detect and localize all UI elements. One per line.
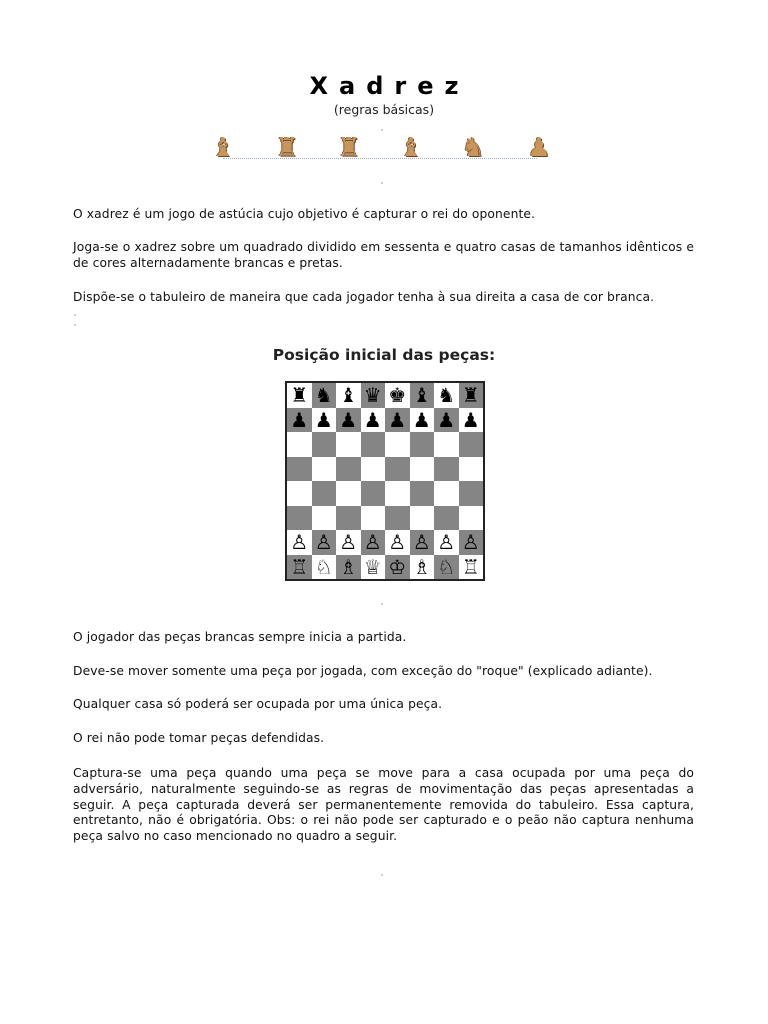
board-square [459, 432, 484, 457]
rule-paragraph-2: Deve-se mover somente uma peça por jogada, com exceção do "roque" (explicado adiante). [73, 664, 653, 678]
intro-paragraph-3: Dispõe-se o tabuleiro de maneira que cada jogador tenha à sua direita a casa de cor branca. [73, 290, 655, 304]
intro-paragraph-1: O xadrez é um jogo de astúcia cujo objetivo é capturar o rei do oponente. [73, 207, 536, 221]
spacer-dot [381, 182, 383, 184]
board-square [410, 457, 435, 482]
board-square [385, 481, 410, 506]
board-square: ♚ [385, 383, 410, 408]
board-square: ♔ [385, 555, 410, 580]
spacer-dot [381, 603, 383, 605]
board-square [459, 481, 484, 506]
board-square: ♟ [434, 408, 459, 433]
header-pieces-strip [205, 132, 555, 166]
board-square [385, 506, 410, 531]
board-square: ♛ [361, 383, 386, 408]
section-title: Posição inicial das peças: [272, 346, 496, 364]
spacer-dot [381, 129, 383, 131]
page-subtitle: (regras básicas) [333, 102, 435, 117]
board-square: ♟ [459, 408, 484, 433]
rule-paragraph-5: Captura-se uma peça quando uma peça se move para a casa ocupada por uma peça do adversário, naturalmente seguindo-se as regras de movimentação das peças apresentadas a seguir. A peça capturada deverá ser permanentemente removida do tabuleiro. Essa captura, entretanto, não é obrigatória. Obs: o rei não pode ser capturado e o peão não captura nenhuma peça salvo no caso mencionado no quadro a seguir. [73, 766, 694, 844]
rule-paragraph-4: O rei não pode tomar peças defendidas. [73, 731, 325, 745]
board-square [336, 506, 361, 531]
board-square [410, 481, 435, 506]
board-square: ♗ [336, 555, 361, 580]
board-square [361, 457, 386, 482]
board-square: ♞ [312, 383, 337, 408]
board-square: ♟ [385, 408, 410, 433]
board-square: ♟ [287, 408, 312, 433]
board-square [385, 432, 410, 457]
board-square: ♙ [410, 530, 435, 555]
board-square [336, 432, 361, 457]
board-square [287, 432, 312, 457]
board-square [361, 506, 386, 531]
board-square [361, 432, 386, 457]
board-square: ♗ [410, 555, 435, 580]
board-square [434, 457, 459, 482]
board-square: ♙ [385, 530, 410, 555]
page-title: Xadrez [309, 72, 470, 100]
knight-icon: ♞ [461, 133, 485, 163]
board-square [410, 506, 435, 531]
spacer-dot [74, 314, 76, 316]
board-square [312, 432, 337, 457]
board-square: ♖ [459, 555, 484, 580]
board-square: ♕ [361, 555, 386, 580]
board-square: ♝ [410, 383, 435, 408]
board-square: ♙ [434, 530, 459, 555]
board-square: ♟ [312, 408, 337, 433]
board-square: ♟ [336, 408, 361, 433]
board-square: ♙ [361, 530, 386, 555]
board-square [434, 506, 459, 531]
board-square: ♟ [410, 408, 435, 433]
board-square: ♟ [361, 408, 386, 433]
board-square [312, 457, 337, 482]
bishop-icon: ♝ [399, 133, 423, 163]
board-square: ♘ [312, 555, 337, 580]
spacer-dot [74, 324, 76, 326]
board-square: ♜ [287, 383, 312, 408]
board-square: ♞ [434, 383, 459, 408]
board-square [410, 432, 435, 457]
board-square [385, 457, 410, 482]
board-square [287, 481, 312, 506]
board-square: ♘ [434, 555, 459, 580]
board-square: ♜ [459, 383, 484, 408]
board-square: ♙ [312, 530, 337, 555]
board-square [312, 481, 337, 506]
board-square [434, 432, 459, 457]
board-square [336, 481, 361, 506]
bishop-icon: ♝ [211, 133, 235, 163]
board-square: ♝ [336, 383, 361, 408]
board-square: ♖ [287, 555, 312, 580]
board-square: ♙ [459, 530, 484, 555]
board-square: ♙ [287, 530, 312, 555]
board-square [287, 457, 312, 482]
rook-icon: ♜ [275, 133, 299, 163]
board-square [459, 457, 484, 482]
board-square [361, 481, 386, 506]
intro-paragraph-2: Joga-se o xadrez sobre um quadrado dividido em sessenta e quatro casas de tamanhos idênticos e de cores alternadamente brancas e pretas. [73, 240, 694, 270]
rook-icon: ♜ [337, 133, 361, 163]
board-square [459, 506, 484, 531]
chess-board [285, 381, 485, 581]
rule-paragraph-3: Qualquer casa só poderá ser ocupada por uma única peça. [73, 697, 443, 711]
board-square [336, 457, 361, 482]
board-square: ♙ [336, 530, 361, 555]
rule-paragraph-1: O jogador das peças brancas sempre inicia a partida. [73, 630, 407, 644]
board-square [287, 506, 312, 531]
board-square [312, 506, 337, 531]
pawn-icon: ♟ [527, 133, 551, 163]
board-square [434, 481, 459, 506]
spacer-dot [381, 874, 383, 876]
